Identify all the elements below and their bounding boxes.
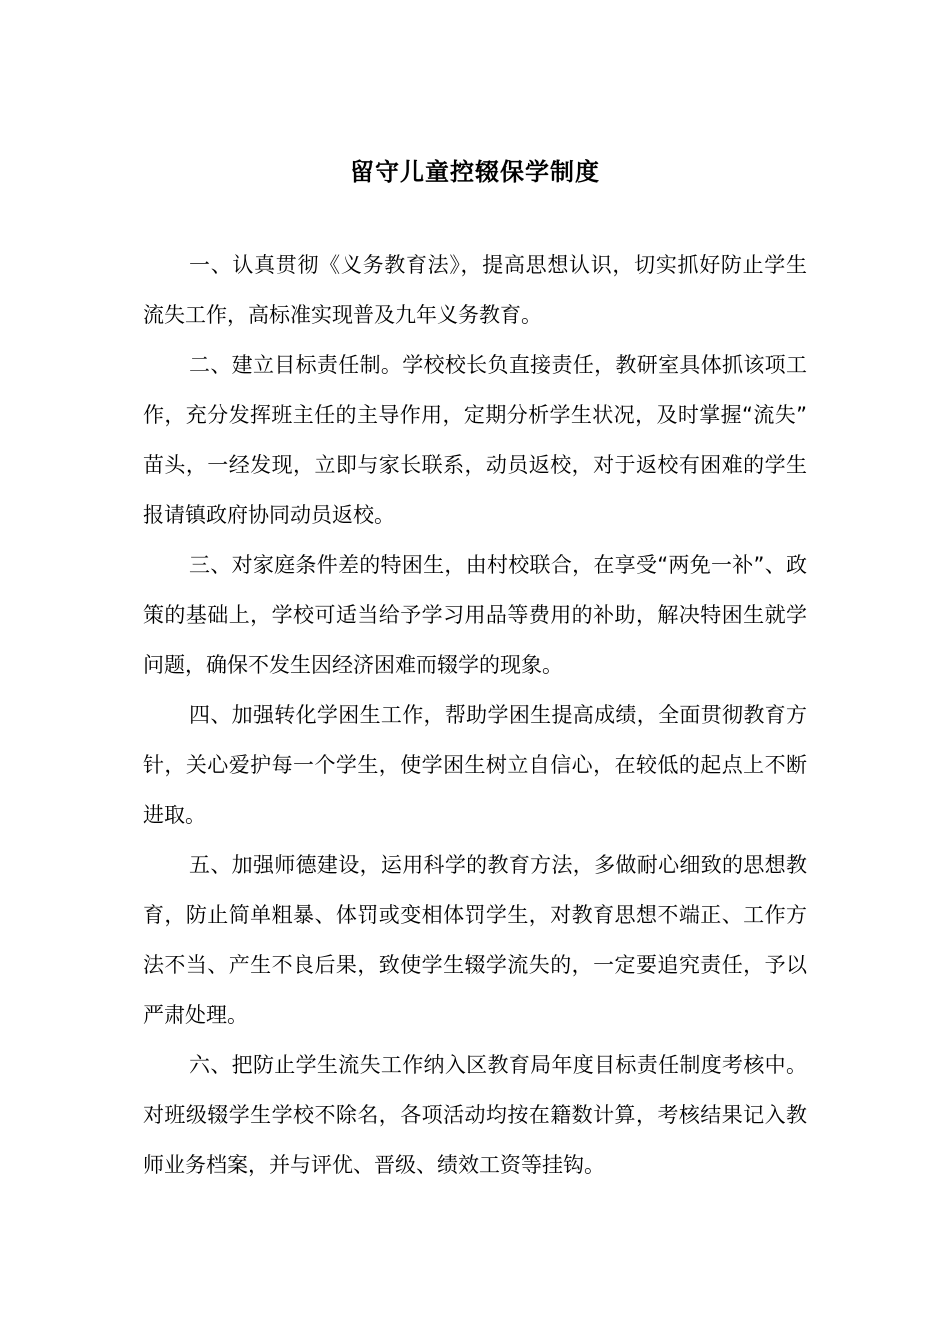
paragraph-2: 二、建立目标责任制。学校校长负直接责任，教研室具体抓该项工作，充分发挥班主任的主导作用，定期分析学生状况，及时掌握“流失” 苗头，一经发现，立即与家长联系，动员返校，对于返校有困难的学生报请镇政府协同动员返校。 [143,353,807,527]
paragraph-1: 一、认真贯彻《义务教育法》，提高思想认识，切实抓好防止学生流失工作，高标准实现普及九年义务教育。 [143,253,807,327]
document-body [143,240,807,1190]
document-title: 留守儿童控辍保学制度 [350,158,600,186]
paragraph-3: 三、对家庭条件差的特困生，由村校联合，在享受“两免一补”、政策的基础上，学校可适当给予学习用品等费用的补助，解决特困生就学问题，确保不发生因经济困难而辍学的现象。 [143,553,807,677]
paragraph-6: 六、把防止学生流失工作纳入区教育局年度目标责任制度考核中。对班级辍学生学校不除名，各项活动均按在籍数计算，考核结果记入教师业务档案，并与评优、晋级、绩效工资等挂钩。 [143,1053,807,1177]
paragraph-5: 五、加强师德建设，运用科学的教育方法，多做耐心细致的思想教育，防止简单粗暴、体罚或变相体罚学生，对教育思想不端正、工作方法不当、产生不良后果，致使学生辍学流失的，一定要追究责任，予以严肃处理。 [143,853,807,1027]
paragraph-4: 四、加强转化学困生工作，帮助学困生提高成绩，全面贯彻教育方针，关心爱护每一个学生，使学困生树立自信心，在较低的起点上不断进取。 [143,703,807,827]
